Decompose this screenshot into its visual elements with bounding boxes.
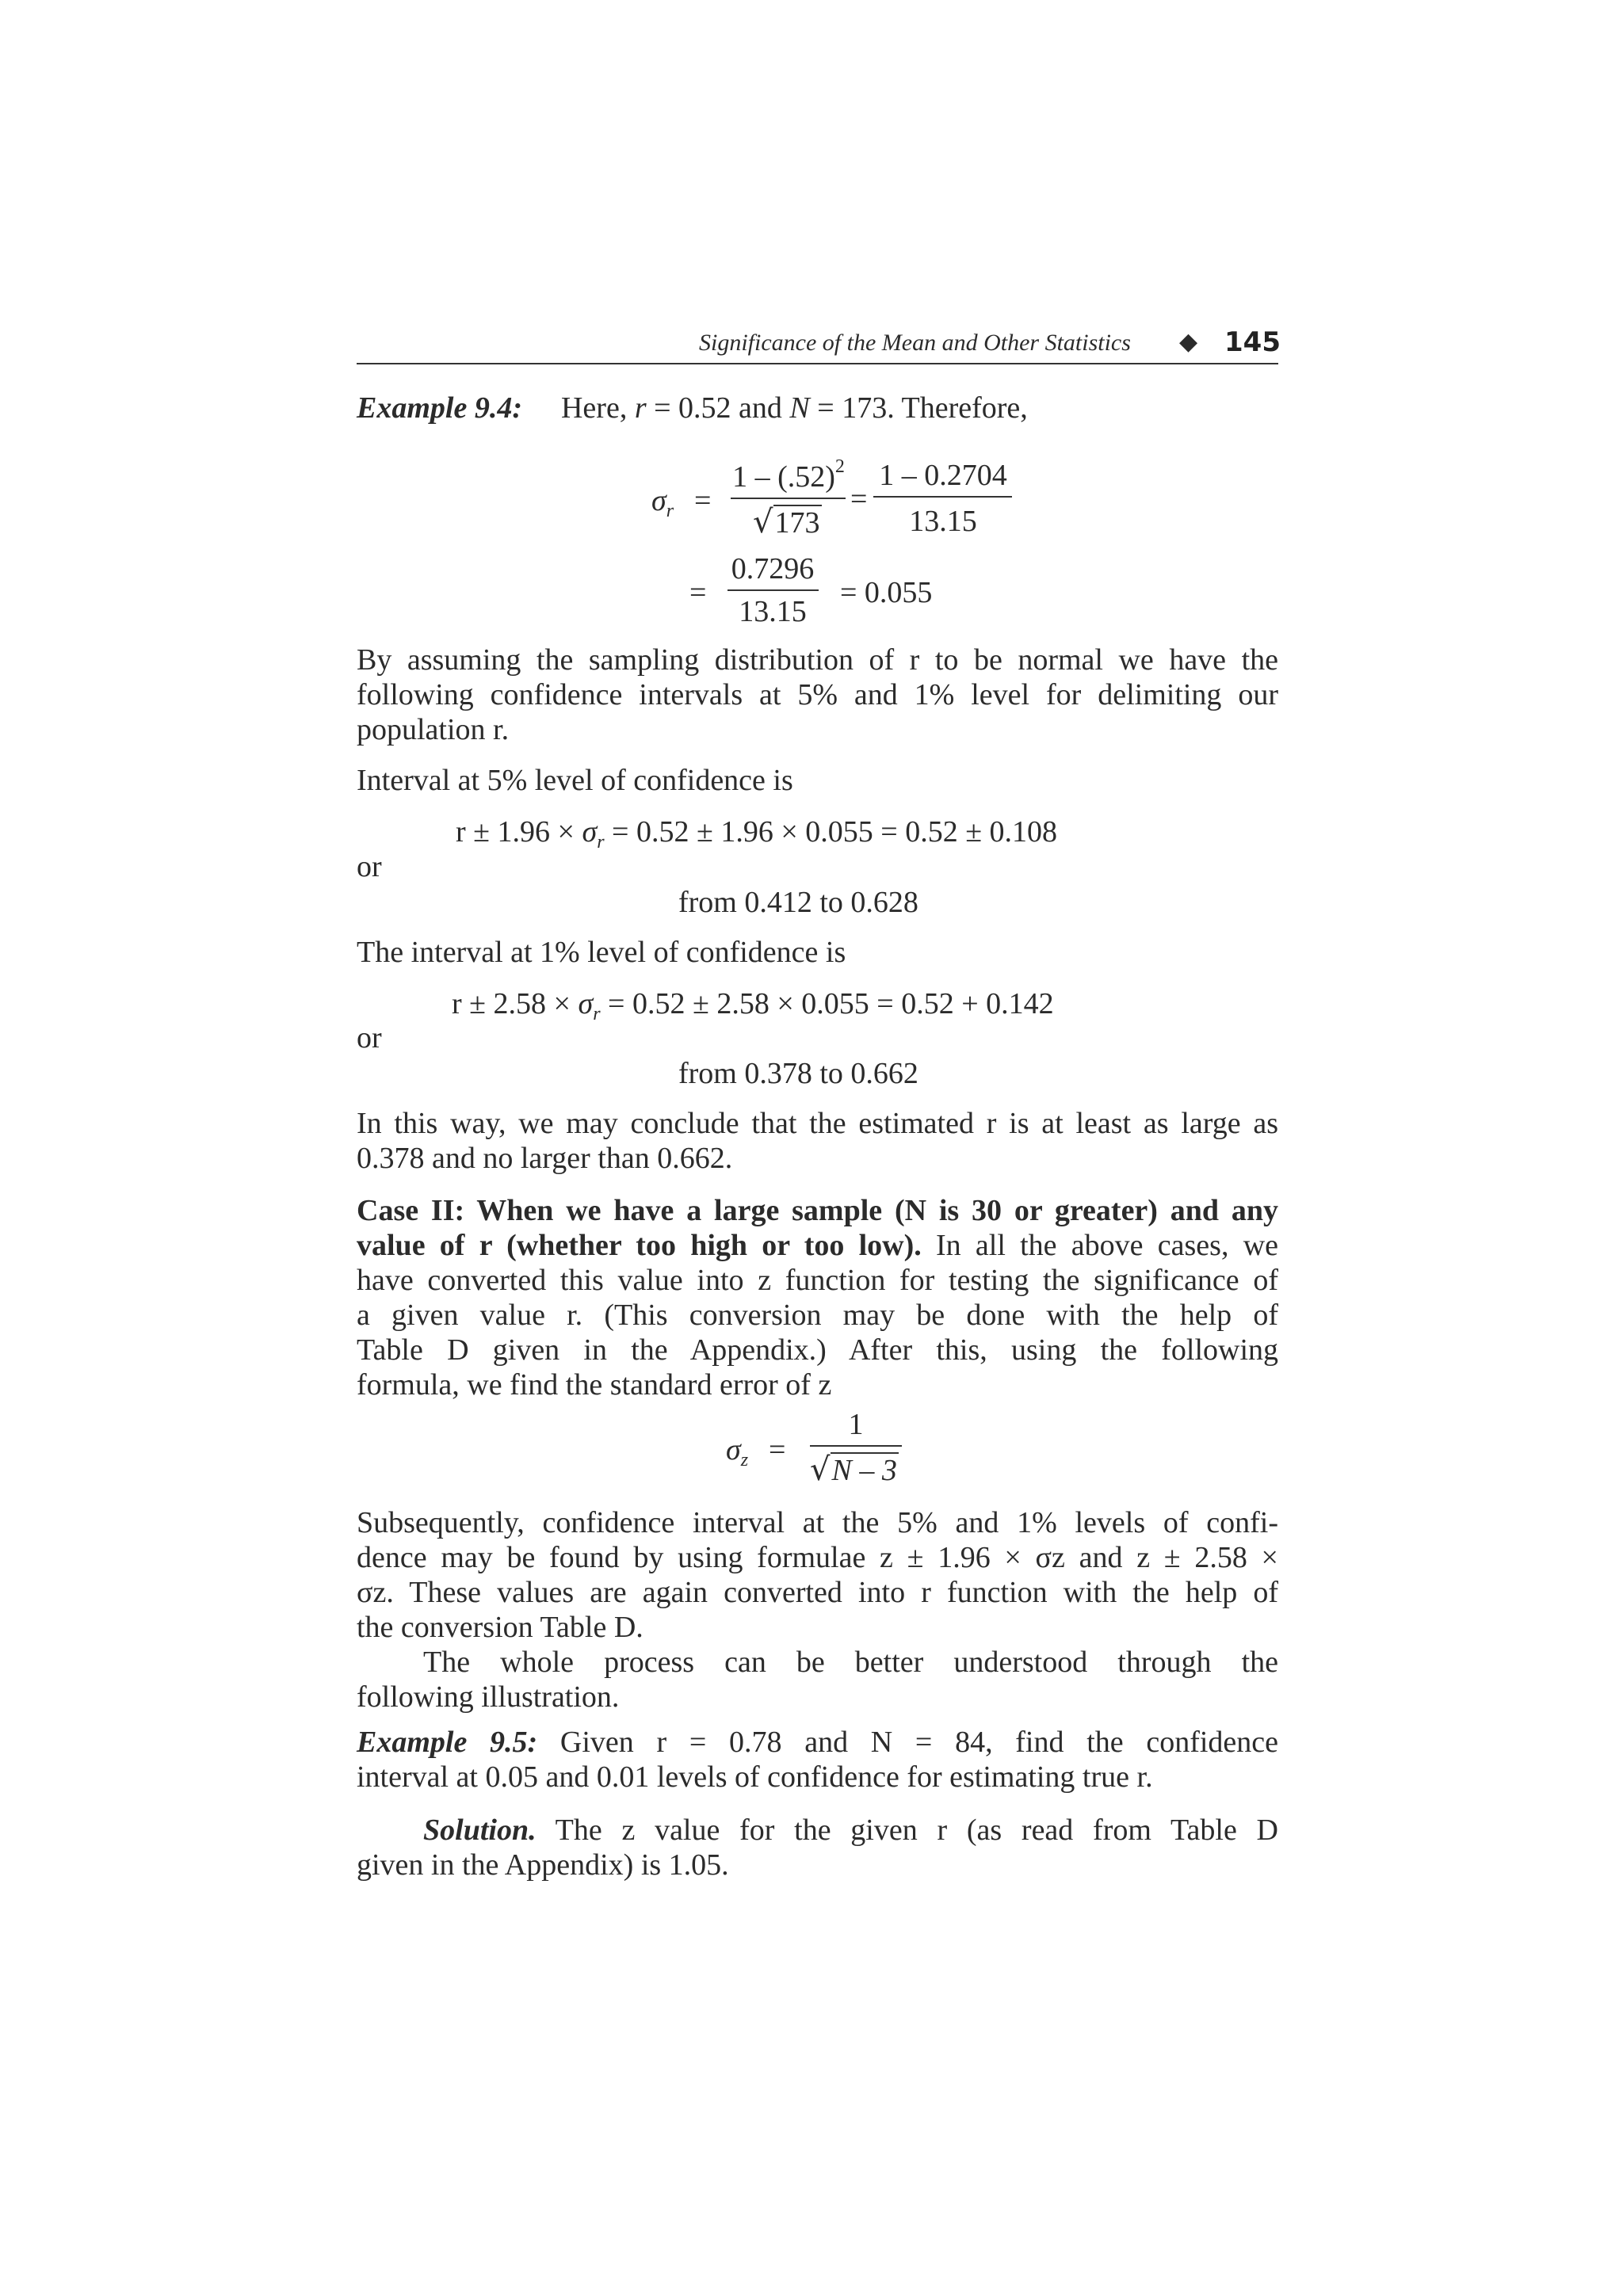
para-line: population r.: [357, 713, 510, 746]
running-title: Significance of the Mean and Other Statistics: [699, 330, 1131, 356]
solution-text: The z value for the given r (as read from Table D: [555, 1814, 1278, 1847]
para-line: By assuming the sampling distribution of r to be normal we have the: [357, 643, 1278, 677]
paragraph-sampling-distribution: [357, 643, 1278, 747]
sigma-r-result: = 0.055: [840, 576, 933, 609]
symbol-r: r: [634, 391, 647, 425]
sigma-symbol: σ: [726, 1433, 741, 1466]
paragraph-case-2: [357, 1193, 1278, 1402]
para-line: formula, we find the standard error of z: [357, 1368, 832, 1402]
interval-5-formula-a: r ± 1.96 ×: [456, 815, 575, 849]
sigma-z-denominator: N – 3: [831, 1454, 897, 1487]
header-rule: [357, 363, 1278, 364]
fraction-1-denominator: 173: [774, 506, 820, 540]
sigma-subscript: r: [593, 1004, 601, 1024]
interval-1-intro: The interval at 1% level of confidence is: [357, 936, 846, 969]
example-9-4-label: Example 9.4:: [357, 391, 522, 425]
para-line: given in the Appendix) is 1.05.: [357, 1848, 729, 1882]
para-line: have converted this value into z function for testing the significance of: [357, 1264, 1278, 1297]
fraction-2-bar: [873, 496, 1012, 498]
para-line: The whole process can be better understood through the: [423, 1646, 1278, 1679]
interval-1-formula-b: = 0.52 ± 2.58 × 0.055 = 0.52 + 0.142: [608, 987, 1054, 1020]
fraction-1-numerator: [729, 456, 848, 494]
sqrt-icon: √: [810, 1451, 831, 1488]
sigma-z-bar: [810, 1445, 902, 1447]
para-line: following illustration.: [357, 1680, 620, 1714]
para-line: σz. These values are again converted into r function with the help of: [357, 1576, 1278, 1609]
example-intro-text-b: = 0.52 and: [654, 391, 782, 425]
para-line: [357, 1193, 1278, 1228]
para-line: a given value r. (This conversion may be done with the help of: [357, 1299, 1278, 1332]
para-line: dence may be found by using formulae z ± 1.96 × σz and z ± 2.58 ×: [357, 1541, 1278, 1574]
para-line: 0.378 and no larger than 0.662.: [357, 1142, 733, 1175]
or-label-2: or: [357, 1021, 382, 1055]
sigma-subscript: z: [740, 1450, 749, 1470]
example-9-5-label: Example 9.5:: [357, 1726, 538, 1759]
sqrt-N-minus-3: [810, 1451, 899, 1488]
case-2-text: In all the above cases, we: [936, 1229, 1278, 1262]
paragraph-subsequently: [357, 1505, 1278, 1714]
interval-5-range: from 0.412 to 0.628: [678, 886, 918, 919]
interval-5-formula-b: = 0.52 ± 1.96 × 0.055 = 0.52 ± 0.108: [612, 815, 1058, 849]
equals-sign-z: =: [769, 1433, 786, 1466]
or-label-1: or: [357, 850, 382, 883]
sqrt-173: [753, 504, 822, 540]
fraction-2-numerator: 1 – 0.2704: [879, 459, 1007, 492]
fraction-3-numerator: 0.7296: [731, 552, 815, 585]
sigma-z-numerator: 1: [848, 1408, 864, 1441]
fraction-3-denominator: 13.15: [739, 595, 807, 628]
equals-sign-1: =: [694, 484, 712, 517]
sigma-subscript: r: [597, 832, 605, 852]
para-line: [357, 1228, 1278, 1263]
para-line: [357, 1813, 1278, 1848]
interval-1-formula: [452, 986, 1054, 1025]
sigma-r-lhs: [651, 483, 674, 522]
para-line: following confidence intervals at 5% and 1% level for delimiting our: [357, 678, 1278, 711]
sigma-symbol: σ: [578, 987, 594, 1020]
equals-sign-3: =: [689, 576, 707, 609]
paragraph-solution: [357, 1813, 1278, 1882]
example-intro-text-a: Here,: [560, 391, 628, 425]
fraction-3-bar: [727, 589, 819, 591]
sigma-subscript: r: [666, 501, 674, 521]
fraction-1-bar: [731, 498, 846, 499]
sigma-z-lhs: [726, 1432, 748, 1471]
paragraph-example-9-5: [357, 1725, 1278, 1794]
para-line: In this way, we may conclude that the estimated r is at least as large as: [357, 1107, 1278, 1140]
para-line: [357, 1725, 1278, 1760]
sigma-symbol: σ: [582, 815, 598, 849]
sqrt-icon: √: [753, 504, 773, 540]
fraction-1-num-text: 1 – (.52): [732, 460, 835, 494]
solution-label: Solution.: [423, 1814, 537, 1847]
example-9-4-intro: [357, 391, 1028, 425]
diamond-bullet-icon: ◆: [1179, 328, 1198, 356]
equals-sign-2: =: [850, 482, 868, 516]
para-line: the conversion Table D.: [357, 1611, 643, 1644]
interval-5-formula: [456, 814, 1057, 853]
page-number: 145: [1224, 326, 1281, 358]
sigma-symbol: σ: [651, 484, 666, 517]
case-2-heading-cont: value of r (whether too high or too low).: [357, 1229, 922, 1262]
example-intro-text-c: = 173. Therefore,: [817, 391, 1028, 425]
para-line: Subsequently, confidence interval at the 5% and 1% levels of confi-: [357, 1506, 1278, 1539]
interval-1-range: from 0.378 to 0.662: [678, 1057, 918, 1090]
para-line: interval at 0.05 and 0.01 levels of confidence for estimating true r.: [357, 1760, 1153, 1794]
para-line: Table D given in the Appendix.) After this, using the following: [357, 1333, 1278, 1367]
interval-1-formula-a: r ± 2.58 ×: [452, 987, 571, 1020]
interval-5-intro: Interval at 5% level of confidence is: [357, 764, 793, 797]
example-9-5-text: Given r = 0.78 and N = 84, find the confidence: [559, 1726, 1279, 1759]
fraction-1-exponent: 2: [834, 456, 845, 477]
case-2-heading: Case II: When we have a large sample (N is 30 or greater) and any: [357, 1194, 1278, 1227]
paragraph-conclusion: [357, 1106, 1278, 1176]
symbol-N: N: [789, 391, 810, 425]
fraction-2-denominator: 13.15: [909, 505, 977, 538]
